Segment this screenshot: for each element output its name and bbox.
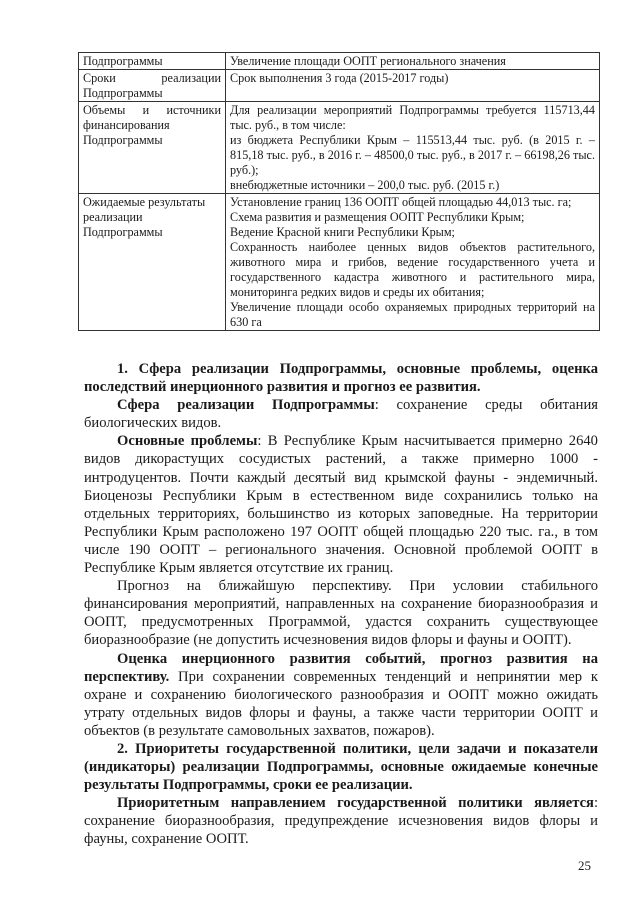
assessment-label: Оценка инерционного развития событий, прогноз развития на перспективу.: [84, 650, 598, 685]
table-key-cell: Ожидаемые результаты реализации Подпрограммы: [79, 194, 226, 331]
table-row: [79, 194, 600, 331]
sphere-label: Сфера реализации Подпрограммы: [117, 397, 375, 414]
cell-line: из бюджета Республики Крым – 115513,44 тыс. руб. (в 2015 г. – 815,18 тыс. руб., в 2016 г. – 48500,0 тыс. руб., в 2017 г. – 66198,26 тыс. руб.);: [230, 133, 595, 177]
subprogram-passport-table: [78, 52, 600, 331]
problems-paragraph: [84, 432, 598, 577]
problems-label: Основные проблемы: [117, 433, 258, 450]
cell-line: Ведение Красной книги Республики Крым;: [230, 225, 455, 239]
priority-label: Приоритетным направлением государственной политики является: [117, 795, 594, 812]
table-value-cell: [226, 102, 600, 194]
cell-line: Установление границ 136 ООПТ общей площадью 44,013 тыс. га;: [230, 195, 572, 209]
cell-line: Сохранность наиболее ценных видов объектов растительного, животного мира и грибов, ведение государственного учета и государственного кадастра животного и растительного мира, мониторинга редких видов и среды их обитания;: [230, 240, 595, 299]
problems-text: : В Республике Крым насчитывается примерно 2640 видов дикорастущих сосудистых растений, а также примерно 1000 - интродуцентов. Почти каждый десятый вид крымской фауны - эндемичный. Биоценозы Республики Крым в естественном виде сохранились только на отдельных территориях, большинство из которых заповедные. На территории Республики Крым расположено 197 ООПТ общей площадью 220 тыс. га., в том числе 190 ООПТ – регионального значения. Основной проблемой ООПТ в Республике Крым является отсутствие их границ.: [84, 433, 598, 577]
cell-line: Увеличение площади особо охраняемых природных территорий на 630 га: [230, 300, 595, 329]
section-2-heading: 2. Приоритеты государственной политики, цели задачи и показатели (индикаторы) реализации Подпрограммы, основные ожидаемые конечные результаты Подпрограммы, сроки ее реализации.: [84, 740, 598, 794]
forecast-paragraph: Прогноз на ближайшую перспективу. При условии стабильного финансирования мероприятий, направленных на сохранение биоразнообразия и ООПТ, предусмотренных Программой, удастся сохранить существующее биоразнообразие (не допустить исчезновения видов флоры и фауны и ООПТ).: [84, 578, 598, 649]
table-row: [79, 70, 600, 102]
page-number: 25: [578, 858, 591, 873]
assessment-paragraph: [84, 650, 598, 740]
section-1-heading: 1. Сфера реализации Подпрограммы, основные проблемы, оценка последствий инерционного развития и прогноз ее развития.: [84, 361, 598, 396]
table-key-cell: Подпрограммы: [79, 53, 226, 70]
table-value-cell: [226, 194, 600, 331]
table-value-cell: [226, 53, 600, 70]
cell-line: Увеличение площади ООПТ регионального значения: [230, 54, 506, 68]
cell-line: Схема развития и размещения ООПТ Республики Крым;: [230, 210, 525, 224]
priority-paragraph: [84, 794, 598, 848]
cell-line: Срок выполнения 3 года (2015-2017 годы): [230, 71, 449, 85]
sphere-text: : сохранение среды обитания биологических видов.: [84, 397, 598, 432]
document-body: [84, 360, 598, 849]
table-key-cell: Объемы и источники финансирования Подпрограммы: [79, 102, 226, 194]
cell-line: Для реализации мероприятий Подпрограммы требуется 115713,44 тыс. руб., в том числе:: [230, 103, 595, 132]
cell-line: внебюджетные источники – 200,0 тыс. руб. (2015 г.): [230, 178, 500, 192]
table-row: [79, 53, 600, 70]
sphere-paragraph: [84, 396, 598, 432]
priority-text: : сохранение биоразнообразия, предупреждение исчезновения видов флоры и фауны, сохранение ООПТ.: [84, 795, 598, 848]
table-row: [79, 102, 600, 194]
table-value-cell: [226, 70, 600, 102]
table-key-cell: Сроки реализации Подпрограммы: [79, 70, 226, 102]
assessment-text: При сохранении современных тенденций и непринятии мер к охране и сохранению биологического разнообразия и ООПТ можно ожидать утрату отдельных видов флоры и фауны, а также части территории ООПТ и объектов (в результате самовольных захватов, пожаров).: [84, 668, 598, 739]
